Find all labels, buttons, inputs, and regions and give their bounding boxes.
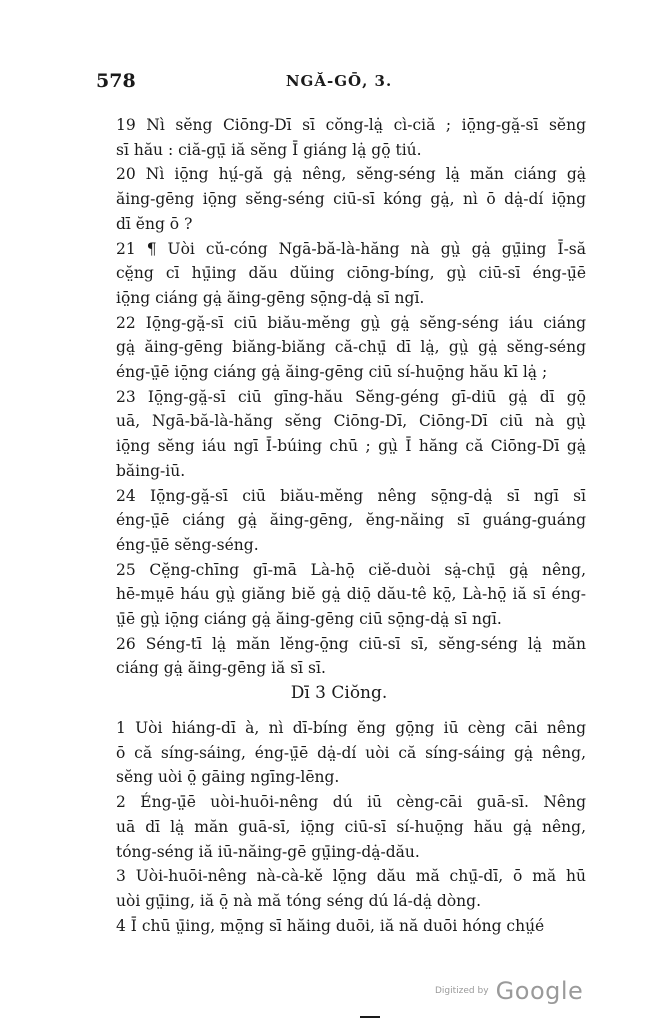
verse-line: băing-iū.: [116, 461, 186, 480]
verse-line: 23 Iō̤ng-gă̤-sī ciū gīng-hău Sĕng-géng gī-diū gȧ̤ dī gō̤: [116, 387, 586, 406]
verse-line: 19 Nì sĕng Ciōng-Dī sī cŏng-lȧ̤ cì-ciă ; iō̤ng-gă̤-sī sĕng: [116, 116, 586, 134]
verse-line: 2 Éng-ṳ̄ē uòi-huōi-nêng dú iū cèng-cāi guā-sī. Nêng: [116, 793, 586, 812]
verse-paragraph: [116, 162, 586, 236]
verse-line: tóng-séng iă iū-năing-gē gṳ̄ing-dȧ̤-dău.: [116, 842, 420, 861]
verse-paragraph: [116, 632, 586, 681]
digitized-watermark: [435, 977, 583, 1005]
verse-line: gȧ̤ ăing-gēng biăng-biăng că-chṳ̄ dī lȧ̤, gṳ̀ gȧ̤ sĕng-séng: [116, 338, 586, 357]
verse-paragraph: [116, 484, 586, 558]
verse-line: ăing-gēng iō̤ng sĕng-séng ciū-sī kóng gȧ̤, nì ō dȧ̤-dí iō̤ng: [116, 190, 586, 209]
verse-line: éng-ṳ̄ē ciáng gȧ̤ ăing-gēng, ĕng-năing sī guáng-guáng: [116, 511, 586, 530]
verse-paragraph: [116, 385, 586, 484]
verse-line: 22 Iō̤ng-gă̤-sī ciū biău-mĕng gṳ̀ gȧ̤ sĕng-séng iáu ciáng: [116, 313, 586, 332]
verse-line: ṳ̄ē gṳ̀ iō̤ng ciáng gȧ̤ ăing-gēng ciū sō̤ng-dȧ̤ sī ngī.: [116, 610, 502, 629]
page-header: [96, 70, 582, 94]
watermark-prefix: Digitized by: [435, 986, 489, 996]
google-logo: Google: [495, 977, 584, 1005]
verses-bottom: [116, 716, 586, 938]
verse-line: cĕ̤ng cī hṳ̄ing dău dŭing ciōng-bíng, gṳ̀ ciū-sī éng-ṳ̄ē: [116, 264, 586, 283]
verse-paragraph: [116, 914, 586, 939]
chapter-title: Dī 3 Ciŏng.: [290, 683, 388, 703]
page-number: 578: [96, 70, 136, 92]
verse-line: sī hău : ciă-gṳ̄ iă sĕng Ī giáng lȧ̤ gō̤ tiú.: [116, 140, 422, 159]
verse-line: éng-ṳ̄ē sĕng-séng.: [116, 535, 259, 554]
verse-line: hē-mṳē háu gṳ̀ giăng biĕ gȧ̤ diō̤ dău-tê kō̤, Là-hō̤ iă sī éng-: [116, 585, 586, 604]
verse-line: uā dī lȧ̤ măn guā-sī, iō̤ng ciū-sī sí-huō̤ng hău gȧ̤ nêng,: [116, 817, 586, 836]
verse-paragraph: [116, 716, 586, 790]
verses-top: [116, 113, 586, 681]
verse-line: 25 Cĕ̤ng-chīng gī-mā Là-hō̤ ciĕ-duòi sȧ̤-chṳ̄ gȧ̤ nêng,: [116, 560, 586, 579]
verse-line: 20 Nì iō̤ng hṳ́-gă gȧ̤ nêng, sĕng-séng lȧ̤ măn ciáng gȧ̤: [116, 165, 586, 184]
verse-line: éng-ṳ̄ē iō̤ng ciáng gȧ̤ ăing-gēng ciū sí-huō̤ng hău kī lȧ̤ ;: [116, 363, 548, 382]
verse-line: 21 ¶ Uòi cŭ-cóng Ngā-bă-là-hăng nà gṳ̀ gȧ̤ gṳ̄ing Ī-să: [116, 239, 586, 258]
verse-line: iō̤ng ciáng gȧ̤ ăing-gēng sō̤ng-dȧ̤ sī ngī.: [116, 288, 425, 307]
verse-line: uā, Ngā-bă-là-hăng sĕng Ciōng-Dī, Ciōng-Dī ciū nà gṳ̀: [116, 412, 586, 431]
bottom-rule: [360, 1016, 380, 1018]
running-title: NGĂ-GŌ, 3.: [285, 72, 393, 90]
verse-paragraph: [116, 237, 586, 311]
verse-line: 1 Uòi hiáng-dī à, nì dī-bíng ĕng gō̤ng iū cèng cāi nêng: [116, 719, 586, 737]
verse-line: dī ĕng ō ?: [116, 214, 193, 233]
verse-line: 3 Uòi-huōi-nêng nà-cà-kĕ lō̤ng dău mă chṳ̄-dī, ō mă hū: [116, 867, 586, 886]
verse-paragraph: [116, 864, 586, 913]
verse-line: ciáng gȧ̤ ăing-gēng iă sī sī.: [116, 659, 326, 678]
verse-line: sĕng uòi ō̤ gāing ngīng-lēng.: [116, 768, 340, 787]
verse-paragraph: [116, 790, 586, 864]
verse-line: 26 Séng-tī lȧ̤ măn lĕng-ō̤ng ciū-sī sī, sĕng-séng lȧ̤ măn: [116, 634, 586, 653]
verse-paragraph: [116, 558, 586, 632]
verse-line: ō că síng-sáing, éng-ṳ̄ē dȧ̤-dí uòi că síng-sáing gȧ̤ nêng,: [116, 743, 586, 762]
verse-line: uòi gṳ̄ing, iă ō̤ nà mă tóng séng dú lá-dȧ̤ dòng.: [116, 891, 482, 910]
verse-line: iō̤ng sĕng iáu ngī Ī-búing chū ; gṳ̀ Ī hăng că Ciōng-Dī gȧ̤: [116, 437, 586, 456]
verse-paragraph: [116, 113, 586, 162]
verse-line: 4 Ī chū ṳ̄ing, mō̤ng sī hăing duōi, iă nă duōi hóng chṳ́é: [116, 916, 545, 935]
verse-paragraph: [116, 311, 586, 385]
verse-line: 24 Iō̤ng-gă̤-sī ciū biău-mĕng nêng sō̤ng-dȧ̤ sī ngī sī: [116, 486, 586, 505]
